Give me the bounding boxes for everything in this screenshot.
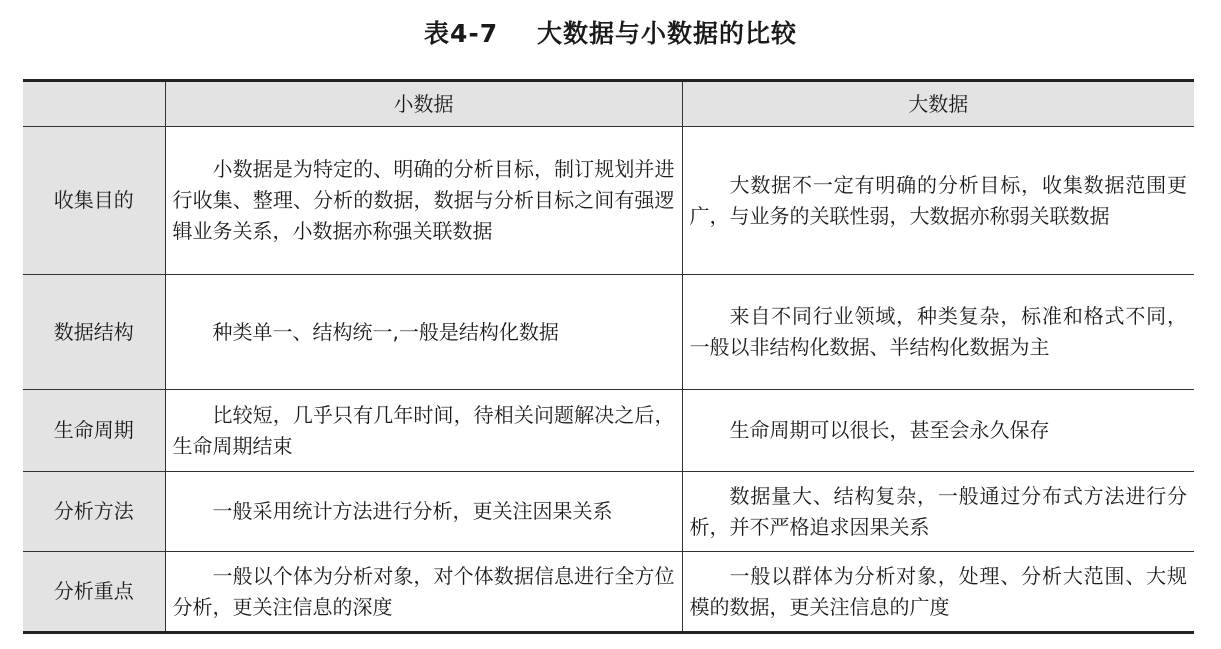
row-label: 数据结构 (23, 275, 165, 390)
big-data-cell: 生命周期可以很长，甚至会永久保存 (682, 390, 1194, 472)
header-corner (23, 81, 165, 127)
big-data-cell: 大数据不一定有明确的分析目标，收集数据范围更广，与业务的关联性弱，大数据亦称弱关联数据 (682, 127, 1194, 275)
small-data-cell: 一般采用统计方法进行分析，更关注因果关系 (165, 472, 682, 552)
table-row (23, 472, 1194, 552)
table-row (23, 275, 1194, 390)
header-row (23, 81, 1194, 127)
header-small-data: 小数据 (165, 81, 682, 127)
big-data-cell: 数据量大、结构复杂，一般通过分布式方法进行分析，并不严格追求因果关系 (682, 472, 1194, 552)
small-data-cell: 一般以个体为分析对象，对个体数据信息进行全方位分析，更关注信息的深度 (165, 552, 682, 633)
comparison-table (23, 79, 1194, 634)
small-data-cell: 小数据是为特定的、明确的分析目标，制订规划并进行收集、整理、分析的数据，数据与分析目标之间有强逻辑业务关系，小数据亦称强关联数据 (165, 127, 682, 275)
small-data-cell: 种类单一、结构统一,一般是结构化数据 (165, 275, 682, 390)
small-data-cell: 比较短，几乎只有几年时间，待相关问题解决之后，生命周期结束 (165, 390, 682, 472)
table-row (23, 552, 1194, 633)
row-label: 分析重点 (23, 552, 165, 633)
row-label: 生命周期 (23, 390, 165, 472)
table-title: 表4-7 大数据与小数据的比较 (424, 19, 797, 48)
row-label: 收集目的 (23, 127, 165, 275)
table-row (23, 127, 1194, 275)
header-big-data: 大数据 (682, 81, 1194, 127)
big-data-cell: 一般以群体为分析对象，处理、分析大范围、大规模的数据，更关注信息的广度 (682, 552, 1194, 633)
table-row (23, 390, 1194, 472)
row-label: 分析方法 (23, 472, 165, 552)
big-data-cell: 来自不同行业领域，种类复杂，标准和格式不同，一般以非结构化数据、半结构化数据为主 (682, 275, 1194, 390)
